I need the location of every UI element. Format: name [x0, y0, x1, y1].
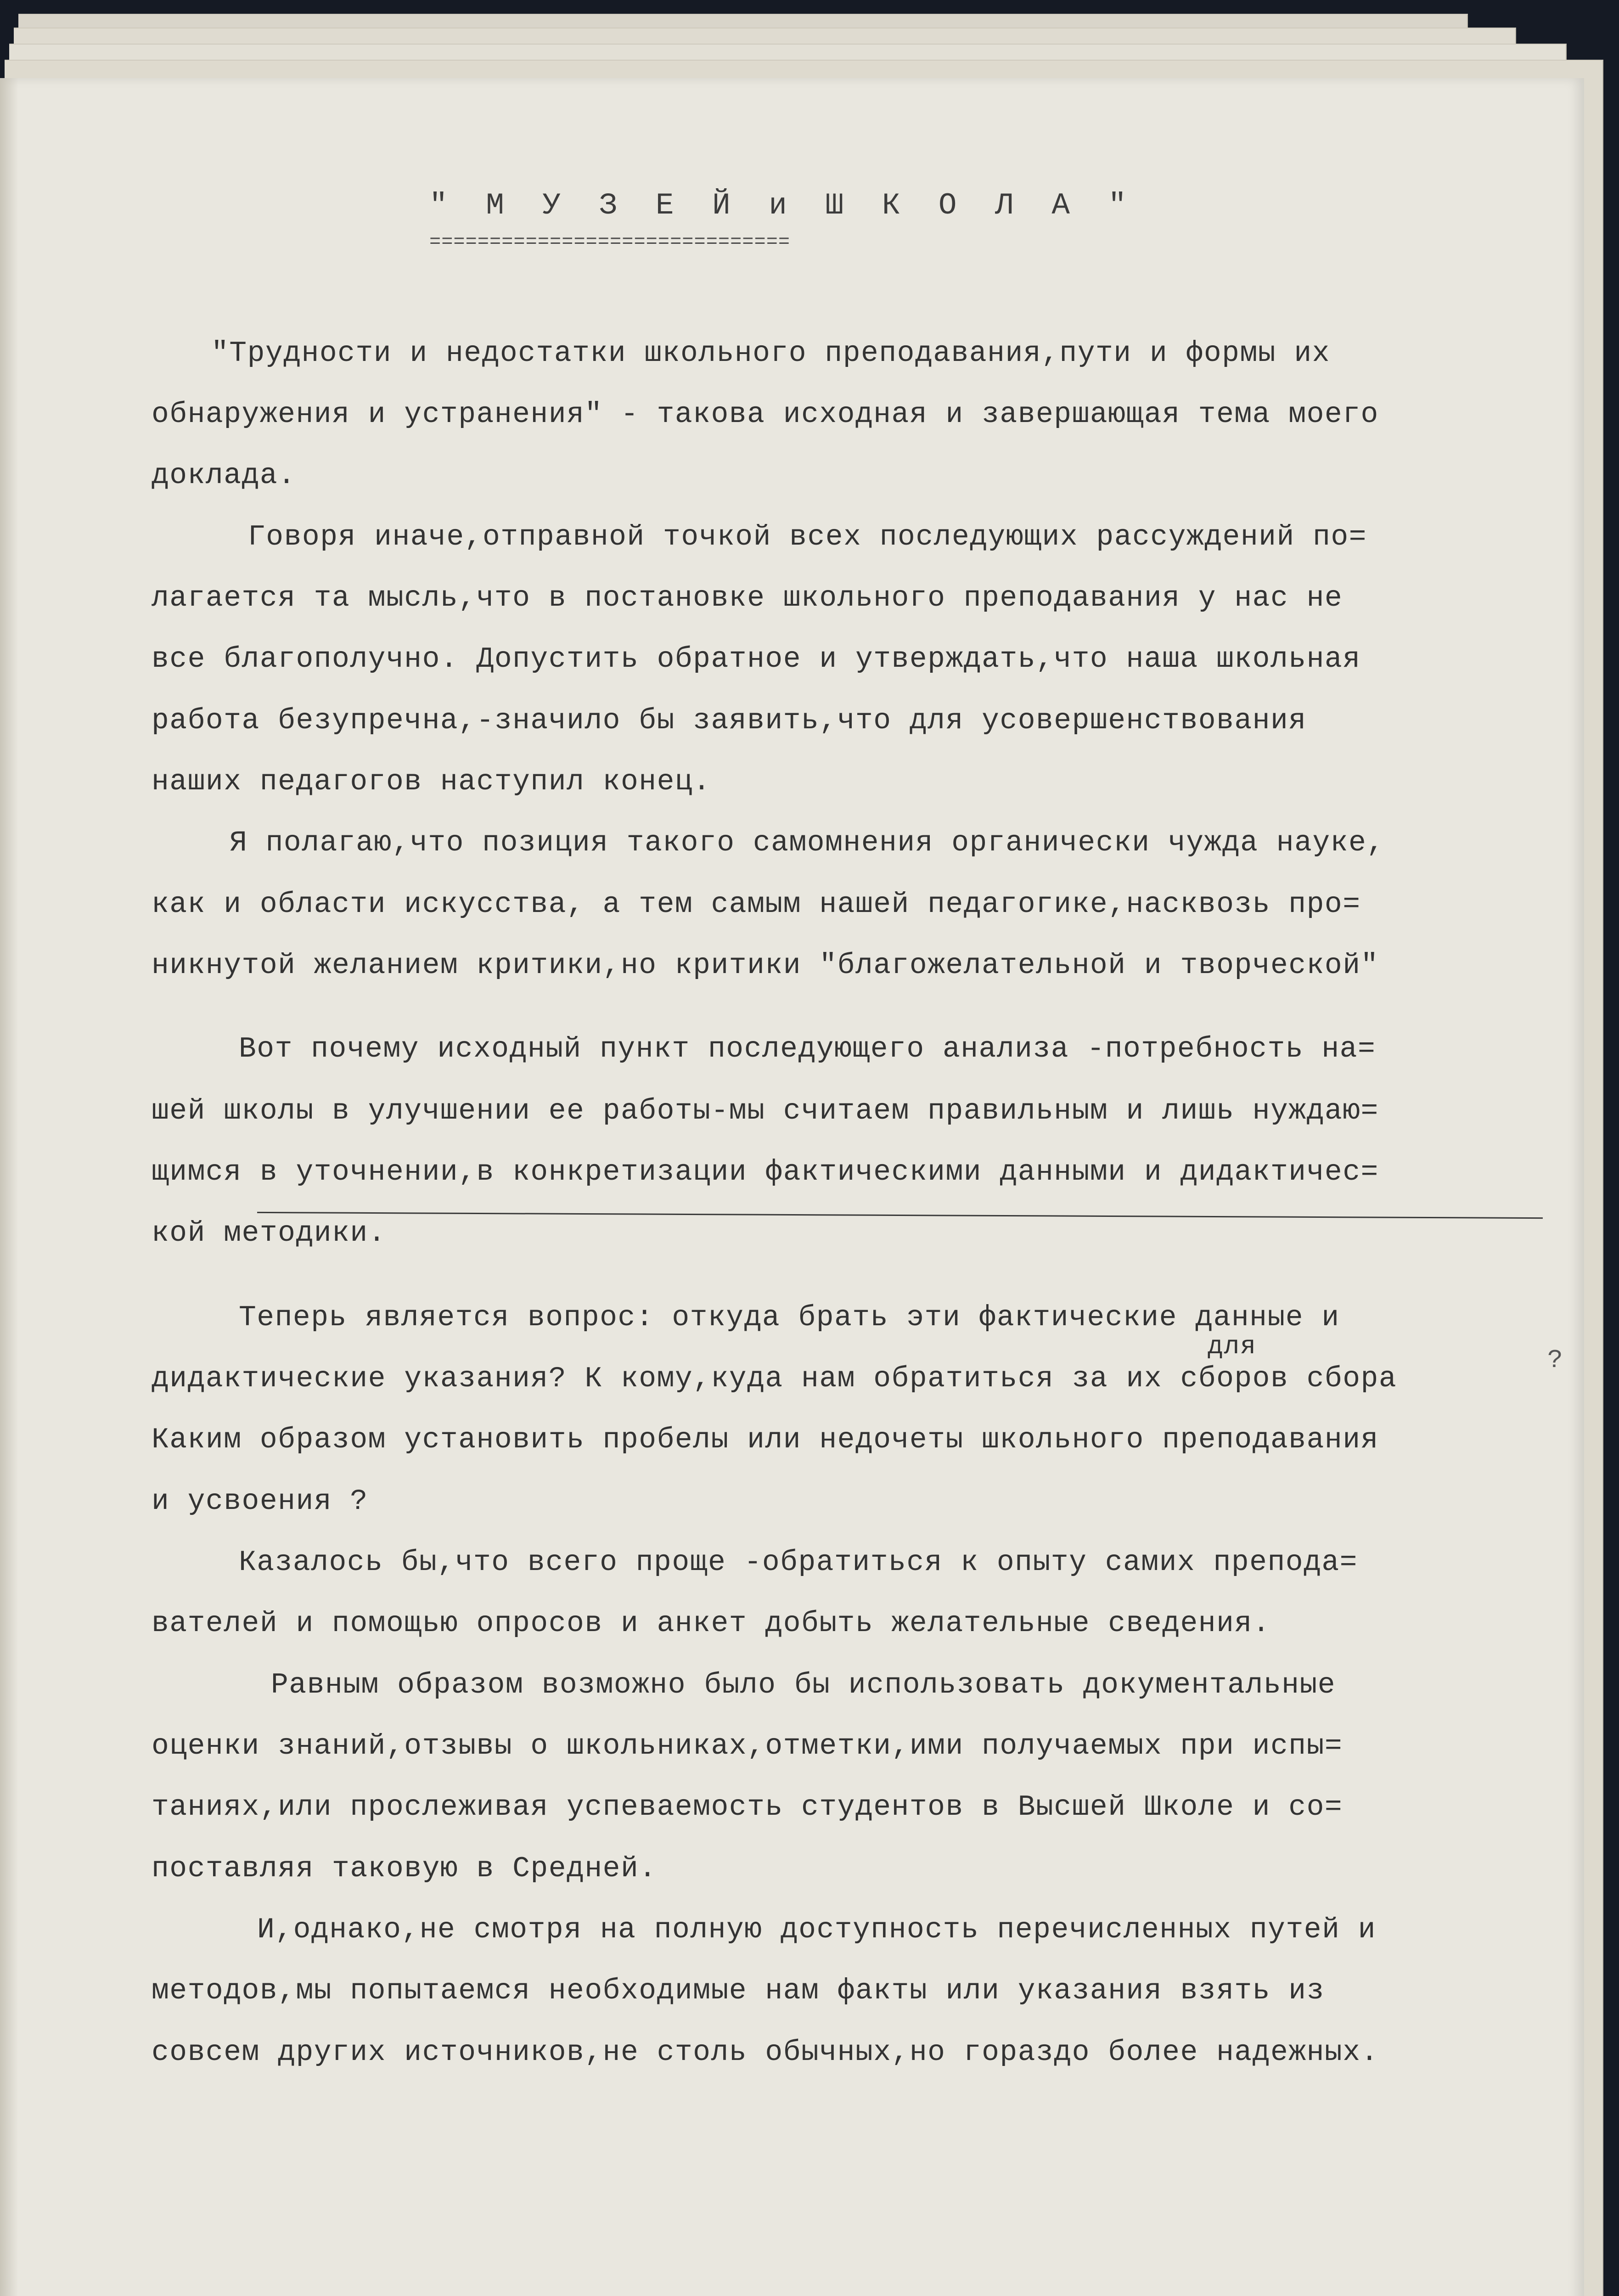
- text-line: Казалось бы,что всего проще -обратиться к опыту самих препода=: [239, 1546, 1358, 1579]
- text-line: работа безупречна,-значило бы заявить,что для усовершенствования: [152, 704, 1307, 737]
- text-line: И,однако,не смотря на полную доступность перечисленных путей и: [257, 1913, 1376, 1946]
- text-line: как и области искусства, а тем самым нашей педагогике,насквозь про=: [152, 888, 1361, 921]
- text-line: доклада.: [152, 459, 296, 492]
- text-line: никнутой желанием критики,но критики "благожелательной и творческой": [152, 949, 1379, 982]
- text-line: оценки знаний,отзывы о школьниках,отметки,ими получаемых при испы=: [152, 1730, 1343, 1762]
- typewritten-page: [0, 78, 1584, 2296]
- text-line: все благополучно. Допустить обратное и утверждать,что наша школьная: [152, 643, 1361, 675]
- text-line: поставляя таковую в Средней.: [152, 1852, 657, 1885]
- handwritten-insertion: для: [1208, 1332, 1257, 1361]
- text-line: методов,мы попытаемся необходимые нам факты или указания взять из: [152, 1975, 1325, 2007]
- text-line: "Трудности и недостатки школьного преподавания,пути и формы их: [211, 337, 1330, 370]
- text-line: Вот почему исходный пункт последующего анализа -потребность на=: [239, 1033, 1376, 1065]
- text-line: совсем других источников,не столь обычных,но гораздо более надежных.: [152, 2036, 1379, 2069]
- text-line: кой методики.: [152, 1217, 386, 1249]
- text-line: Теперь является вопрос: откуда брать эти фактические данные и: [239, 1301, 1340, 1334]
- text-line: Говоря иначе,отправной точкой всех последующих рассуждений по=: [248, 521, 1367, 553]
- text-line: лагается та мысль,что в постановке школьного преподавания у нас не: [152, 582, 1343, 614]
- text-line: обнаружения и устранения" - такова исходная и завершающая тема моего: [152, 398, 1379, 431]
- text-line: шей школы в улучшении ее работы-мы считаем правильным и лишь нуждаю=: [152, 1095, 1379, 1127]
- text-line: вателей и помощью опросов и анкет добыть желательные сведения.: [152, 1607, 1270, 1640]
- margin-question-mark: ?: [1547, 1345, 1563, 1375]
- text-line: таниях,или прослеживая успеваемость студентов в Высшей Школе и со=: [152, 1791, 1343, 1823]
- text-line: наших педагогов наступил конец.: [152, 765, 711, 798]
- document-title: " М У З Е Й и Ш К О Л А ": [429, 188, 1137, 223]
- pencil-margin-line: [257, 1212, 1543, 1219]
- text-line: Каким образом установить пробелы или недочеты школьного преподавания: [152, 1424, 1379, 1456]
- text-line: Равным образом возможно было бы использовать документальные: [271, 1669, 1336, 1701]
- title-underline: ==============================: [429, 235, 791, 251]
- text-line: и усвоения ?: [152, 1485, 368, 1518]
- text-line: щимся в уточнении,в конкретизации фактическими данными и дидактичес=: [152, 1156, 1379, 1188]
- text-line: Я полагаю,что позиция такого самомнения органически чужда науке,: [230, 827, 1385, 859]
- text-line: дидактические указания? К кому,куда нам обратиться за их сборов сбора: [152, 1362, 1397, 1395]
